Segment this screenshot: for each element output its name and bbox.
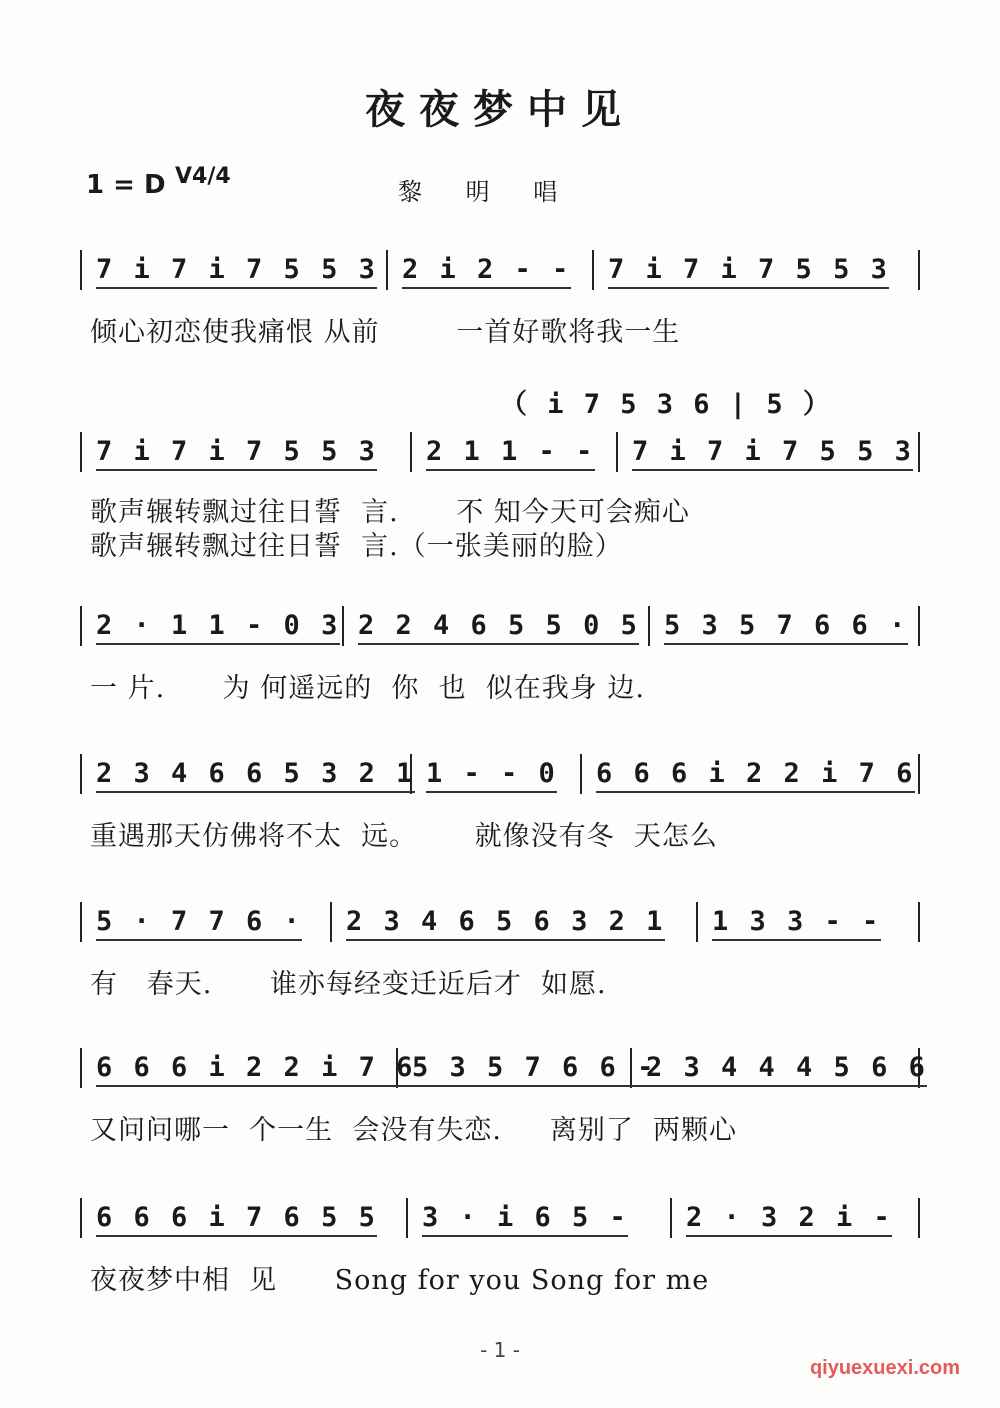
lyric-line: 又问问哪一 个一生 会没有失恋. 离别了 两颗心 [90, 1115, 737, 1146]
barline [918, 432, 920, 472]
measure-notes: 2 · 3 2 i - [686, 1202, 892, 1237]
barline [342, 606, 344, 646]
measure-notes: 2 3 4 6 5 6 3 2 1 [346, 906, 665, 941]
barline [696, 902, 698, 942]
lyric-line: 夜夜梦中相 见 Song for you Song for me [90, 1265, 710, 1296]
score-row [80, 430, 922, 474]
measure-notes: 6 6 6 i 2 2 i 7 6 [96, 1052, 415, 1087]
measure-notes: 2 2 4 6 5 5 0 5 [358, 610, 639, 645]
barline [406, 1198, 408, 1238]
time-signature [175, 166, 231, 188]
measure-notes: 1 - - 0 [426, 758, 557, 793]
lyric-line: 歌声辗转飘过往日誓 言.（一张美丽的脸） [90, 531, 623, 562]
measure-notes: 6 6 6 i 2 2 i 7 6 [596, 758, 915, 793]
barline [616, 432, 618, 472]
score-row [80, 248, 922, 292]
barline [918, 606, 920, 646]
page-number: - 1 - [480, 1338, 520, 1362]
lyric-line: 有 春天. 谁亦每经变迁近后才 如愿. [90, 969, 607, 1000]
score-row [80, 752, 922, 796]
lyric-line: 歌声辗转飘过往日誓 言. 不 知今天可会痴心 [90, 497, 690, 528]
measure-notes: 7 i 7 i 7 5 5 3 [96, 254, 377, 289]
barline [386, 250, 388, 290]
barline [80, 250, 82, 290]
barline [670, 1198, 672, 1238]
lyric-line: 一 片. 为 何遥远的 你 也 似在我身 边. [90, 673, 645, 704]
intro-notes: （ i 7 5 3 6 | 5 ） [500, 389, 832, 420]
barline [80, 754, 82, 794]
score-row [80, 900, 922, 944]
measure-notes: 7 i 7 i 7 5 5 3 [632, 436, 913, 471]
barline [80, 1198, 82, 1238]
barline [918, 902, 920, 942]
lyric-line: 倾心初恋使我痛恨 从前 一首好歌将我一生 [90, 317, 681, 348]
barline [330, 902, 332, 942]
barline [80, 432, 82, 472]
song-title: 夜夜梦中见 [365, 87, 635, 133]
barline [918, 250, 920, 290]
barline [80, 1048, 82, 1088]
measure-notes: 5 3 5 7 6 6 - [412, 1052, 656, 1087]
measure-notes: 2 · 1 1 - 0 3 [96, 610, 340, 645]
measure-notes: 3 · i 6 5 - [422, 1202, 628, 1237]
key-signature: 1 = D [86, 170, 166, 200]
measure-notes: 2 i 2 - - [402, 254, 571, 289]
barline [80, 902, 82, 942]
barline [918, 1198, 920, 1238]
barline [580, 754, 582, 794]
measure-notes: 5 3 5 7 6 6 · [664, 610, 908, 645]
measure-notes: 5 · 7 7 6 · [96, 906, 302, 941]
measure-notes: 2 1 1 - - [426, 436, 595, 471]
measure-notes: 2 3 4 4 4 5 6 6 [646, 1052, 927, 1087]
score-row [80, 604, 922, 648]
barline [592, 250, 594, 290]
measure-notes: 1 3 3 - - [712, 906, 881, 941]
measure-notes: 6 6 6 i 7 6 5 5 [96, 1202, 377, 1237]
watermark: qiyuexuexi.com [809, 1357, 960, 1379]
barline [648, 606, 650, 646]
singer-credit: 黎 明 唱 [398, 178, 576, 206]
measure-notes: 2 3 4 6 6 5 3 2 1 [96, 758, 415, 793]
score-row [80, 1196, 922, 1240]
barline [80, 606, 82, 646]
measure-notes: 7 i 7 i 7 5 5 3 [96, 436, 377, 471]
score-row [80, 1046, 928, 1090]
time-signature-text: V4/4 [175, 164, 231, 189]
barline [918, 754, 920, 794]
measure-notes: 7 i 7 i 7 5 5 3 [608, 254, 889, 289]
barline [410, 432, 412, 472]
lyric-line: 重遇那天仿佛将不太 远。 就像没有冬 天怎么 [90, 821, 718, 852]
